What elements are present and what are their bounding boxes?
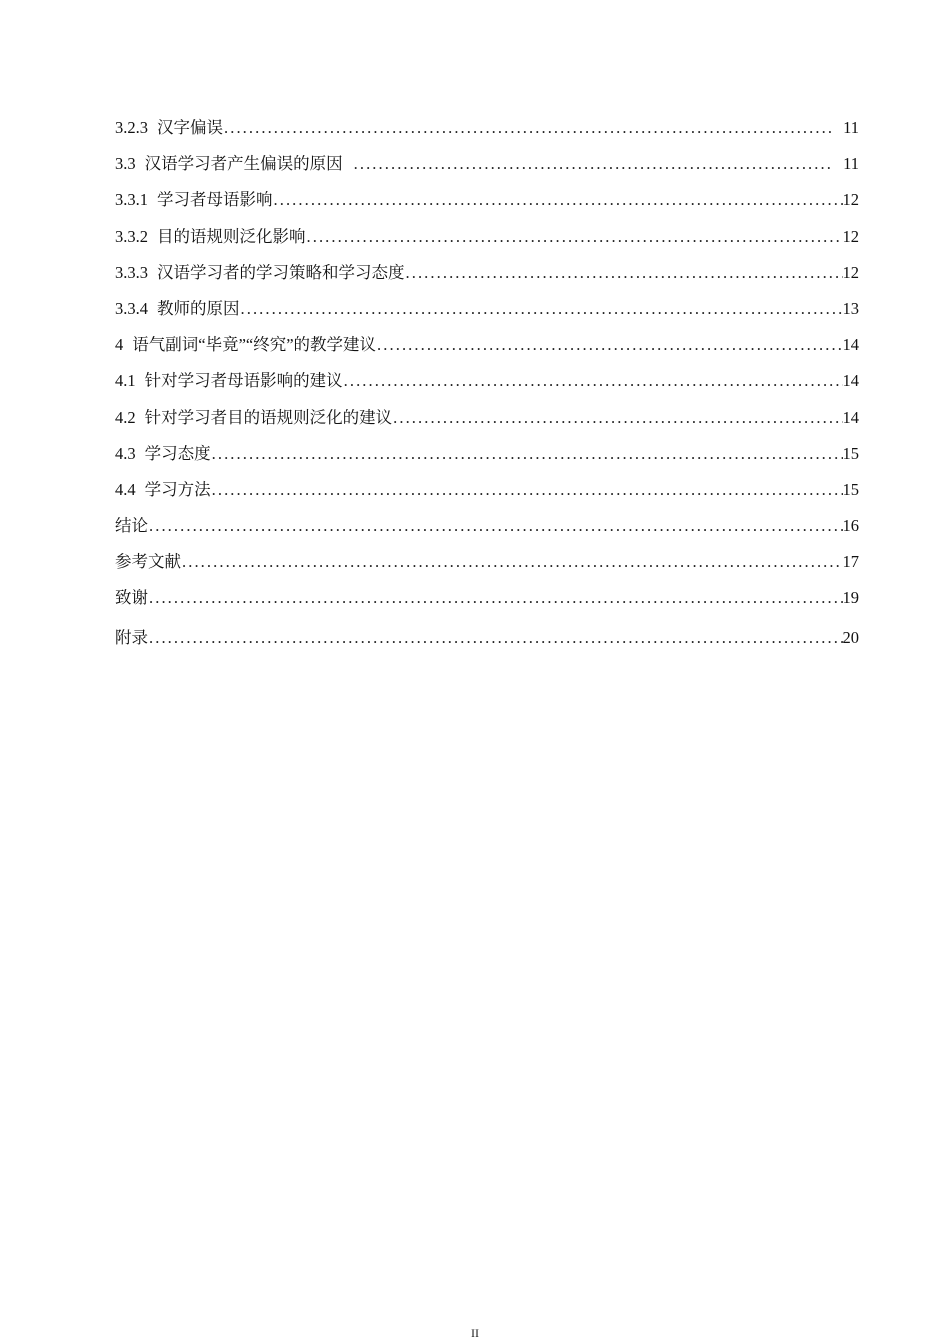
toc-entry-page: 12: [842, 190, 859, 210]
toc-entry-4-4[interactable]: [115, 476, 859, 512]
toc-entry-3-3-2[interactable]: [115, 223, 859, 259]
toc-dot-leader: [181, 552, 843, 572]
toc-entry-3-3[interactable]: [115, 150, 859, 186]
toc-dot-leader: [392, 408, 842, 428]
toc-entry-number: 3.2.3: [115, 118, 148, 137]
toc-entry-title: 语气副词“毕竟”“终究”的教学建议: [132, 335, 377, 355]
toc-entry-appendix[interactable]: [115, 624, 859, 660]
toc-entry-4-1[interactable]: [115, 367, 859, 403]
toc-entry-number: 3.3.1: [115, 190, 148, 210]
toc-entry-4-2[interactable]: [115, 404, 859, 440]
toc-entry-page: 11: [843, 154, 859, 174]
toc-entry-number: 4.4: [115, 479, 136, 499]
toc-dot-leader: [148, 628, 843, 648]
toc-entry-3-3-4[interactable]: [115, 295, 859, 331]
toc-entry-page: 19: [842, 588, 859, 608]
toc-entry-page: 20: [842, 627, 859, 647]
toc-entry-page: 15: [842, 443, 859, 463]
toc-dot-leader: [273, 190, 843, 210]
toc-entry-number: 3.3: [115, 154, 136, 174]
toc-dot-leader: [405, 263, 843, 283]
toc-dot-leader: [148, 588, 843, 608]
toc-entry-title: 学习者母语影响: [157, 190, 273, 210]
toc-entry-3-3-3[interactable]: [115, 259, 859, 295]
toc-entry-number: 3.3.3: [115, 262, 148, 282]
toc-dot-leader: [376, 335, 842, 355]
toc-entry-title: 结论: [115, 516, 148, 536]
toc-entry-title: 汉字偏误: [157, 118, 223, 137]
toc-entry-conclusion[interactable]: [115, 512, 859, 548]
toc-entry-page: 13: [842, 298, 859, 318]
toc-entry-title: 汉语学习者产生偏误的原因: [144, 154, 343, 174]
toc-entry-page: 15: [842, 479, 859, 499]
toc-dot-leader: [353, 154, 831, 174]
toc-entry-title: 针对学习者母语影响的建议: [144, 371, 343, 391]
toc-entry-3-2-3[interactable]: [115, 114, 859, 150]
toc-entry-number: 4.2: [115, 407, 136, 427]
toc-entry-number: 3.3.4: [115, 298, 148, 318]
toc-entry-title: 教师的原因: [157, 298, 240, 318]
toc-entry-title: 学习方法: [144, 479, 211, 499]
toc-entry-title: 附录: [115, 627, 148, 647]
toc-dot-leader: [223, 118, 831, 138]
page-number: II: [471, 1326, 479, 1340]
toc-entry-title: 汉语学习者的学习策略和学习态度: [157, 262, 405, 282]
toc-dot-leader: [343, 371, 843, 391]
toc-entry-number: 3.3.2: [115, 226, 148, 246]
toc-entry-title: 学习态度: [144, 443, 211, 463]
toc-entry-page: 14: [842, 371, 859, 391]
toc-entry-number: 4.3: [115, 443, 136, 463]
toc-entry-acknowledgements[interactable]: [115, 584, 859, 620]
toc-entry-page: 14: [842, 407, 859, 427]
toc-entry-title: 致谢: [115, 588, 148, 608]
toc-dot-leader: [240, 299, 843, 319]
toc-entry-number: 4.1: [115, 371, 136, 391]
toc-entry-title: 目的语规则泛化影响: [157, 226, 306, 246]
toc-entry-references[interactable]: [115, 548, 859, 584]
toc-dot-leader: [211, 480, 843, 500]
toc-entry-4-3[interactable]: [115, 440, 859, 476]
toc-entry-page: 16: [842, 516, 859, 536]
toc-dot-leader: [148, 516, 843, 536]
toc-entry-title: 参考文献: [115, 552, 181, 572]
toc-entry-page: 12: [842, 262, 859, 282]
toc-entry-page: 17: [842, 552, 859, 572]
toc-entry-page: 14: [842, 335, 859, 355]
toc-entry-number: 4: [115, 335, 124, 355]
table-of-contents: [115, 114, 859, 660]
toc-entry-3-3-1[interactable]: [115, 186, 859, 222]
toc-dot-leader: [211, 444, 843, 464]
toc-entry-page: 11: [843, 118, 859, 137]
toc-entry-title: 针对学习者目的语规则泛化的建议: [144, 407, 393, 427]
toc-dot-leader: [306, 227, 843, 247]
toc-entry-4[interactable]: [115, 331, 859, 367]
toc-entry-page: 12: [842, 226, 859, 246]
